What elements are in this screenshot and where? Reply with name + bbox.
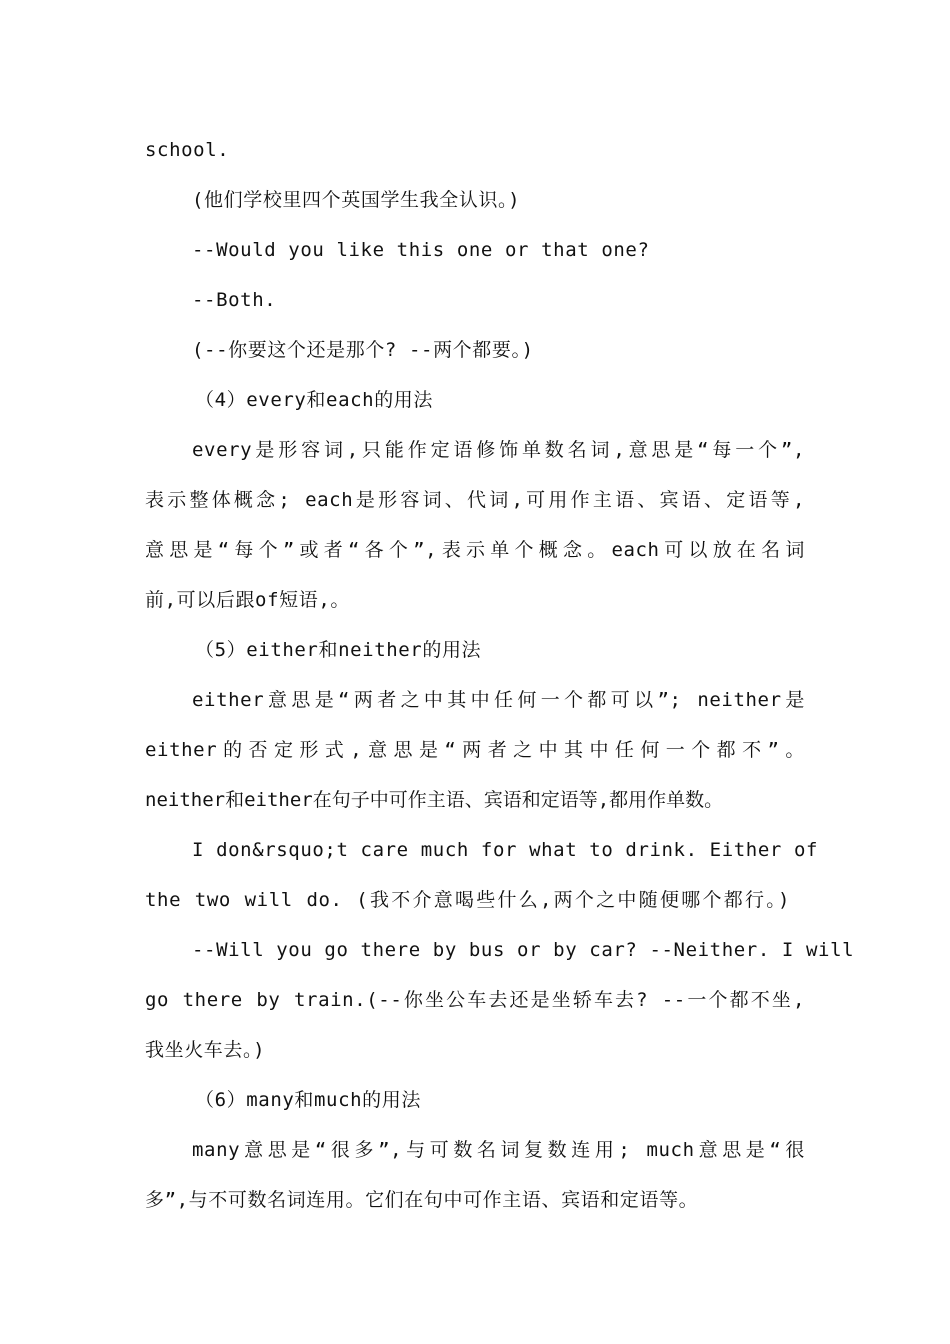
text-line: --Both. [192, 289, 277, 311]
text-line: 表示整体概念; each是形容词、代词,可用作主语、宾语、定语等, [145, 489, 805, 511]
text-line: I don&rsquo;t care much for what to drink. Either of [192, 839, 819, 861]
text-line: go there by train.(--你坐公车去还是坐轿车去? --一个都不坐, [145, 989, 805, 1011]
text-line: school. [145, 139, 230, 161]
text-line: either意思是“两者之中其中任何一个都可以”; neither是 [192, 689, 805, 711]
text-line: neither和either在句子中可作主语、宾语和定语等,都用作单数。 [145, 789, 724, 811]
text-line: 我坐火车去。) [145, 1039, 266, 1061]
section-heading: （5）either和neither的用法 [195, 639, 482, 661]
text-line: --Will you go there by bus or by car? --Neither. I will [192, 939, 855, 961]
text-line: 意思是“每个”或者“各个”,表示单个概念。each可以放在名词 [145, 539, 805, 561]
text-line: 多”,与不可数名词连用。它们在句中可作主语、宾语和定语等。 [145, 1189, 699, 1211]
text-line: (他们学校里四个英国学生我全认识。) [192, 189, 521, 211]
text-line: either的否定形式,意思是“两者之中其中任何一个都不”。 [145, 739, 805, 761]
text-line: every是形容词,只能作定语修饰单数名词,意思是“每一个”, [192, 439, 805, 461]
text-line: many意思是“很多”,与可数名词复数连用; much意思是“很 [192, 1139, 805, 1161]
text-line: --Would you like this one or that one? [192, 239, 650, 261]
section-heading: （4）every和each的用法 [195, 389, 433, 411]
text-line: (--你要这个还是那个? --两个都要。) [192, 339, 534, 361]
text-line: the two will do. (我不介意喝些什么,两个之中随便哪个都行。) [145, 889, 790, 911]
section-heading: （6）many和much的用法 [195, 1089, 421, 1111]
text-line: 前,可以后跟of短语,。 [145, 589, 350, 611]
